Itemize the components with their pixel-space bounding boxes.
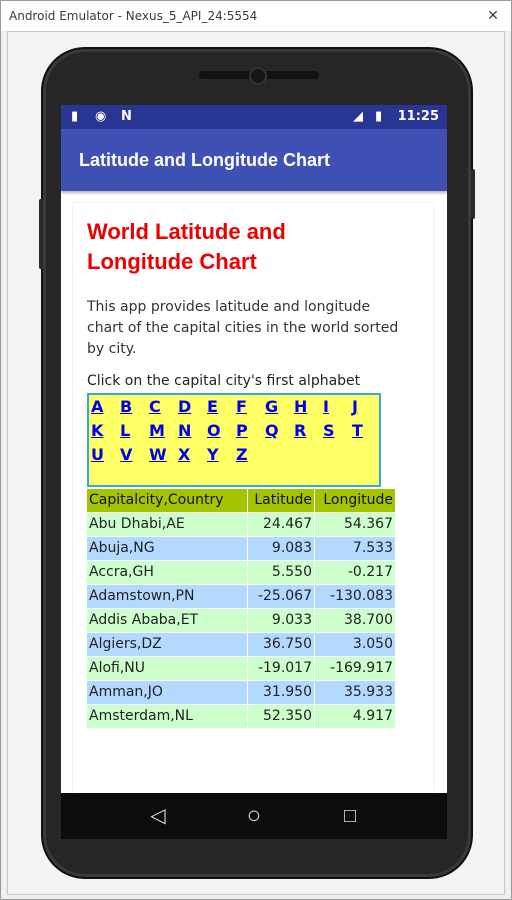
table-row xyxy=(87,537,395,560)
click-instruction: Click on the capital city's first alphabet xyxy=(87,373,361,389)
table-cell: Alofi,NU xyxy=(87,657,247,680)
app-title: Latitude and Longitude Chart xyxy=(79,150,330,170)
table-cell: 9.033 xyxy=(248,609,314,632)
table-cell: 54.367 xyxy=(315,513,395,536)
header-cell: Longitude xyxy=(315,489,395,512)
close-icon[interactable]: ✕ xyxy=(487,7,499,23)
table-cell: 31.950 xyxy=(248,681,314,704)
table-cell: -0.217 xyxy=(315,561,395,584)
status-time: 11:25 xyxy=(397,109,439,124)
table-cell: 7.533 xyxy=(315,537,395,560)
alphabet-link[interactable]: H xyxy=(294,397,308,416)
intro-line-1: This app provides latitude and longitude xyxy=(87,299,371,315)
table-cell: 9.083 xyxy=(248,537,314,560)
table-row xyxy=(87,681,395,704)
table-cell: 52.350 xyxy=(248,705,314,728)
table-cell: 24.467 xyxy=(248,513,314,536)
power-button[interactable] xyxy=(471,169,475,219)
alphabet-link[interactable]: E xyxy=(207,397,218,416)
home-icon[interactable]: ○ xyxy=(246,802,262,829)
alphabet-index xyxy=(87,393,381,487)
table-row xyxy=(87,657,395,680)
alphabet-link[interactable]: Y xyxy=(207,445,219,464)
recents-icon[interactable]: □ xyxy=(343,805,357,827)
table-cell: -130.083 xyxy=(315,585,395,608)
status-bar xyxy=(61,105,447,129)
sd-card-icon: ▮ xyxy=(71,109,79,124)
window-titlebar xyxy=(1,1,511,31)
back-icon[interactable]: ◁ xyxy=(150,805,166,827)
volume-button[interactable] xyxy=(39,199,43,269)
alphabet-link[interactable]: B xyxy=(120,397,133,416)
intro-text xyxy=(87,297,432,360)
intro-line-2: chart of the capital cities in the world sorted xyxy=(87,320,399,336)
alphabet-link[interactable]: D xyxy=(178,397,192,416)
table-cell: 5.550 xyxy=(248,561,314,584)
table-row xyxy=(87,633,395,656)
signal-icon: ◢ xyxy=(353,109,363,124)
intro-line-3: by city. xyxy=(87,341,137,357)
alphabet-link[interactable]: A xyxy=(91,397,104,416)
alphabet-link[interactable]: U xyxy=(91,445,104,464)
alphabet-link[interactable]: R xyxy=(294,421,307,440)
table-row xyxy=(87,513,395,536)
table-header xyxy=(87,489,395,512)
alphabet-link[interactable]: F xyxy=(236,397,247,416)
alphabet-link[interactable]: L xyxy=(120,421,131,440)
battery-icon: ▮ xyxy=(375,109,383,124)
table-row xyxy=(87,585,395,608)
alphabet-link[interactable]: T xyxy=(352,421,363,440)
table-cell: 38.700 xyxy=(315,609,395,632)
alphabet-link[interactable]: V xyxy=(120,445,133,464)
front-camera xyxy=(249,67,267,85)
alphabet-link[interactable]: S xyxy=(323,421,335,440)
table-cell: Accra,GH xyxy=(87,561,247,584)
table-cell: -169.917 xyxy=(315,657,395,680)
header-cell: Latitude xyxy=(248,489,314,512)
alphabet-link[interactable]: N xyxy=(178,421,192,440)
alphabet-link[interactable]: W xyxy=(149,445,167,464)
sync-icon: ◉ xyxy=(95,109,107,124)
heading-line-1: World Latitude and xyxy=(87,219,286,244)
table-cell: Abuja,NG xyxy=(87,537,247,560)
alphabet-link[interactable]: Q xyxy=(265,421,279,440)
table-cell: 35.933 xyxy=(315,681,395,704)
table-cell: Addis Ababa,ET xyxy=(87,609,247,632)
n-notification-icon: N xyxy=(121,109,132,124)
alphabet-link[interactable]: C xyxy=(149,397,161,416)
table-cell: -19.017 xyxy=(248,657,314,680)
alphabet-link[interactable]: M xyxy=(149,421,165,440)
table-row xyxy=(87,609,395,632)
table-cell: Amsterdam,NL xyxy=(87,705,247,728)
table-cell: Adamstown,PN xyxy=(87,585,247,608)
alphabet-link[interactable]: Z xyxy=(236,445,248,464)
table-cell: Algiers,DZ xyxy=(87,633,247,656)
phone-screen xyxy=(61,105,447,793)
alphabet-link[interactable]: P xyxy=(236,421,248,440)
table-cell: Abu Dhabi,AE xyxy=(87,513,247,536)
header-cell: Capitalcity,Country xyxy=(87,489,247,512)
navigation-bar xyxy=(61,793,447,839)
table-row xyxy=(87,705,395,728)
alphabet-link[interactable]: O xyxy=(207,421,221,440)
alphabet-link[interactable]: X xyxy=(178,445,191,464)
phone-device xyxy=(41,47,473,879)
alphabet-link[interactable]: G xyxy=(265,397,279,416)
table-cell: 3.050 xyxy=(315,633,395,656)
window-title: Android Emulator - Nexus_5_API_24:5554 xyxy=(9,9,258,23)
alphabet-link[interactable]: I xyxy=(323,397,329,416)
content-card xyxy=(73,203,433,793)
table-cell: Amman,JO xyxy=(87,681,247,704)
table-cell: -25.067 xyxy=(248,585,314,608)
page-heading xyxy=(87,217,387,277)
table-cell: 36.750 xyxy=(248,633,314,656)
table-cell: 4.917 xyxy=(315,705,395,728)
alphabet-link[interactable]: K xyxy=(91,421,104,440)
heading-line-2: Longitude Chart xyxy=(87,249,257,274)
alphabet-link[interactable]: J xyxy=(352,397,358,416)
table-row xyxy=(87,561,395,584)
app-bar xyxy=(61,129,447,191)
